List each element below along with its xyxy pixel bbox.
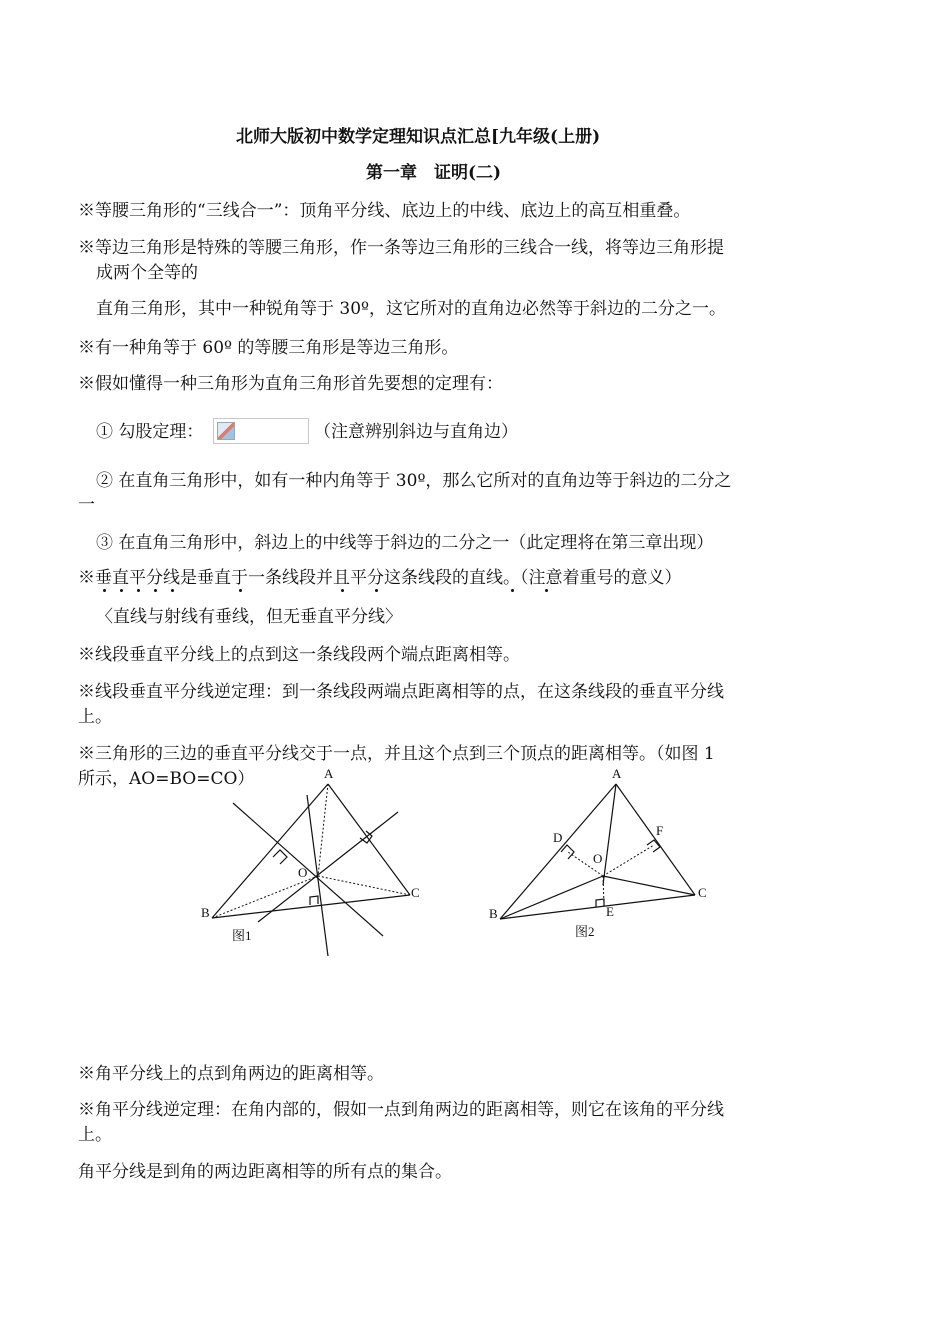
paragraph-angle-bisector-property: ※角平分线上的点到角两边的距离相等。 <box>78 1064 384 1084</box>
document-title: 北师大版初中数学定理知识点汇总[九年级(上册) <box>236 127 601 147</box>
fig2-label-o: O <box>593 851 603 866</box>
fig1-caption: 图1 <box>232 928 252 943</box>
paragraph-bisector-property: ※线段垂直平分线上的点到这一条线段两个端点距离相等。 <box>78 645 520 665</box>
emphasis-dot <box>154 589 157 592</box>
chapter-heading: 第一章 证明(二) <box>366 163 502 183</box>
emphasis-dot <box>511 589 514 592</box>
fig2-label-b: B <box>489 906 498 921</box>
paragraph-circumcenter-2: 所示，AO=BO=CO） <box>78 769 255 789</box>
emphasis-dot <box>239 589 242 592</box>
paragraph-angle-bisector-converse-1: ※角平分线逆定理：在角内部的，假如一点到角两边的距离相等，则它在该角的平分线 <box>78 1100 724 1120</box>
paragraph-theorems-intro: ※假如懂得一种三角形为直角三角形首先要想的定理有： <box>78 374 503 394</box>
paragraph-angle-bisector-locus: 角平分线是到角的两边距离相等的所有点的集合。 <box>78 1162 452 1182</box>
paragraph-angle-bisector-converse-2: 上。 <box>78 1125 112 1145</box>
emphasis-dot <box>137 589 140 592</box>
fig1-label-b: B <box>201 905 210 920</box>
paragraph-bisector-converse-1: ※线段垂直平分线逆定理：到一条线段两端点距离相等的点，在这条线段的垂直平分线 <box>78 682 724 702</box>
theorem-median: ③ 在直角三角形中，斜边上的中线等于斜边的二分之一（此定理将在第三章出现） <box>96 533 714 553</box>
fig2-label-d: D <box>553 830 563 845</box>
fig1-label-c: C <box>411 885 420 900</box>
fig2-label-f: F <box>656 823 664 838</box>
fig2-label-a: A <box>612 766 622 781</box>
fig1-label-a: A <box>324 766 334 781</box>
emphasis-dot <box>545 589 548 592</box>
fig2-label-e: E <box>606 904 614 919</box>
figure-1-perpendicular-bisectors <box>195 760 455 960</box>
paragraph-bisector-converse-2: 上。 <box>78 707 112 727</box>
broken-image-icon <box>217 422 235 440</box>
theorem-pythagoras-label: ① 勾股定理： <box>96 422 204 442</box>
fig1-label-o: O <box>298 865 308 880</box>
emphasis-dot <box>341 589 344 592</box>
figure-2-angle-bisectors <box>480 760 720 940</box>
paragraph-equilateral-2: 成两个全等的 <box>96 263 198 283</box>
paragraph-60-degree: ※有一种角等于 60º 的等腰三角形是等边三角形。 <box>78 338 459 358</box>
emphasis-dot <box>103 589 106 592</box>
fig2-label-c: C <box>698 885 707 900</box>
fig2-caption: 图2 <box>575 924 595 939</box>
paragraph-right-triangle: 直角三角形，其中一种锐角等于 30º，这它所对的直角边必然等于斜边的二分之一。 <box>96 299 727 319</box>
emphasis-dot <box>375 589 378 592</box>
formula-image-placeholder <box>213 418 309 444</box>
paragraph-perpendicular-bisector: ※垂直平分线是垂直于一条线段并且平分这条线段的直线。（注意着重号的意义） <box>78 568 682 588</box>
paragraph-isosceles: ※等腰三角形的“三线合一”：顶角平分线、底边上的中线、底边上的高互相重叠。 <box>78 201 691 221</box>
emphasis-dot <box>120 589 123 592</box>
emphasis-dot <box>171 589 174 592</box>
theorem-30-degree-2: 一 <box>78 495 95 515</box>
theorem-pythagoras-note: （注意辨别斜边与直角边） <box>314 422 518 442</box>
paragraph-equilateral-1: ※等边三角形是特殊的等腰三角形，作一条等边三角形的三线合一线，将等边三角形提 <box>78 238 724 258</box>
theorem-30-degree-1: ② 在直角三角形中，如有一种内角等于 30º，那么它所对的直角边等于斜边的二分之 <box>96 471 732 491</box>
paragraph-ray-note: 〈直线与射线有垂线，但无垂直平分线〉 <box>96 607 402 627</box>
paragraph-circumcenter-1: ※三角形的三边的垂直平分线交于一点，并且这个点到三个顶点的距离相等。（如图 1 <box>78 744 715 764</box>
